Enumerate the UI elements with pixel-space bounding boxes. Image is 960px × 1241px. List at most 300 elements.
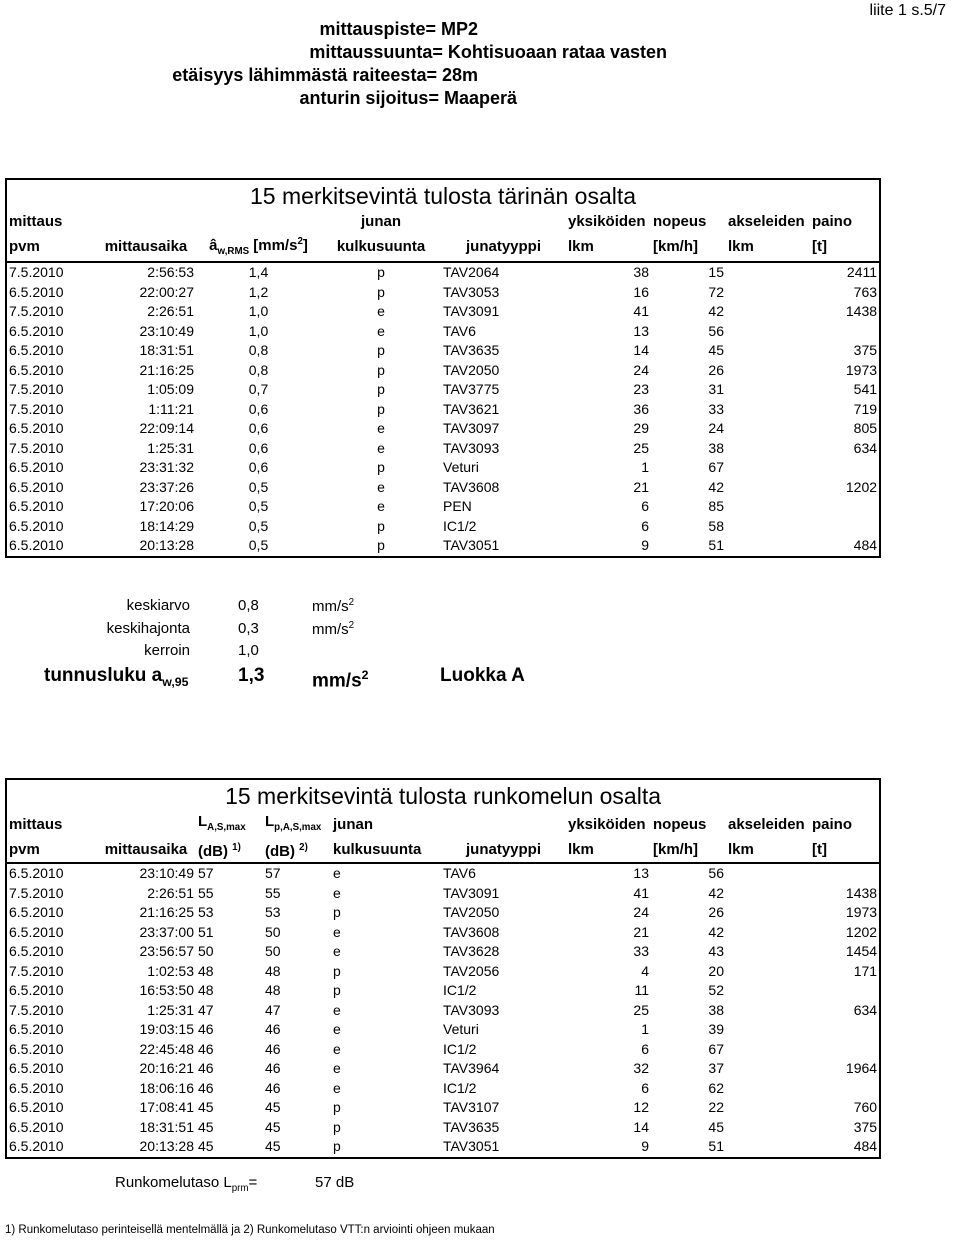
cell-weight (810, 1079, 880, 1099)
cell-speed: 22 (708, 1099, 724, 1115)
col2-junan: junan (333, 816, 373, 833)
stat-key-value: 1,3 (238, 665, 265, 686)
cell-time: 1:25:31 (147, 439, 194, 456)
col-yksikoiden: yksiköiden (568, 213, 646, 230)
cell-speed: 56 (708, 865, 724, 881)
cell-train-type: TAV3621 (443, 400, 500, 417)
cell-date: 6.5.2010 (9, 459, 64, 475)
cell-speed: 42 (708, 303, 724, 319)
cell-lpa-max: 50 (265, 943, 281, 959)
cell-time: 18:31:51 (139, 1118, 194, 1135)
cell-date: 6.5.2010 (9, 517, 64, 534)
cell-la-max: 46 (198, 1021, 214, 1037)
cell-speed: 20 (708, 962, 724, 979)
cell-weight (810, 458, 880, 478)
cell-units: 14 (633, 342, 649, 358)
table-row (6, 361, 880, 381)
cell-aw-rms: 1,0 (248, 303, 269, 319)
cell-la-max: 45 (198, 1138, 214, 1154)
cell-time: 20:13:28 (139, 1138, 194, 1154)
cell-speed: 85 (708, 498, 724, 514)
stat-mean-label: keskiarvo (126, 597, 190, 614)
cell-speed: 38 (708, 1001, 724, 1018)
cell-speed: 37 (708, 1060, 724, 1076)
cell-weight: 2411 (846, 264, 878, 280)
cell-time: 2:56:53 (147, 264, 194, 280)
cell-units: 14 (633, 1118, 649, 1135)
cell-date: 7.5.2010 (9, 439, 64, 456)
col2-db-1: (dB) $^{1)}$ (196, 838, 263, 863)
col-pvm: pvm (6, 232, 96, 263)
cell-date: 7.5.2010 (9, 1001, 64, 1018)
cell-units: 1 (641, 1021, 649, 1037)
cell-direction: p (377, 537, 385, 553)
table-row (6, 302, 880, 322)
table-row (6, 962, 880, 982)
cell-time: 23:31:32 (139, 459, 194, 475)
table-row (6, 1079, 880, 1099)
cell-la-max: 46 (198, 1060, 214, 1076)
table-row (6, 517, 880, 537)
cell-time: 2:26:51 (147, 303, 194, 319)
cell-date: 7.5.2010 (9, 884, 64, 901)
cell-weight: 484 (853, 537, 878, 553)
cell-time: 19:03:15 (139, 1021, 194, 1037)
cell-axles (726, 400, 810, 420)
cell-time: 16:53:50 (139, 982, 194, 998)
cell-weight: 1973 (845, 904, 878, 920)
cell-train-type: TAV3051 (443, 537, 500, 553)
header-track-distance: etäisyys lähimmästä raiteesta= 28m (172, 65, 478, 85)
cell-direction: e (377, 420, 385, 436)
cell-train-type: IC1/2 (443, 517, 477, 534)
cell-direction: e (333, 943, 341, 959)
cell-train-type: TAV3097 (443, 420, 500, 436)
col-kmh: [km/h] (651, 232, 726, 263)
cell-la-max: 51 (198, 923, 214, 940)
cell-la-max: 55 (198, 884, 214, 901)
cell-lpa-max: 46 (265, 1021, 281, 1037)
cell-axles (726, 283, 810, 303)
cell-train-type: Veturi (443, 1021, 479, 1037)
cell-axles (726, 341, 810, 361)
cell-direction: p (377, 381, 385, 397)
cell-direction: e (377, 303, 385, 319)
table-row (6, 923, 880, 943)
cell-axles (726, 1118, 810, 1138)
cell-time: 18:14:29 (139, 517, 194, 534)
stat-std-unit: $mm/s^2$ (312, 620, 355, 638)
col2-pvm: pvm (6, 838, 96, 863)
col-junatyyppi: junatyyppi (441, 232, 566, 263)
cell-speed: 51 (708, 537, 724, 553)
cell-time: 17:20:06 (139, 498, 194, 514)
cell-lpa-max: 48 (265, 982, 281, 998)
cell-time: 2:26:51 (147, 884, 194, 901)
cell-direction: e (333, 884, 341, 901)
cell-weight: 484 (853, 1138, 878, 1154)
cell-direction: p (377, 361, 385, 378)
cell-weight: 375 (853, 342, 878, 358)
cell-units: 6 (641, 1079, 649, 1096)
cell-axles (726, 884, 810, 904)
cell-axles (726, 1020, 810, 1040)
cell-time: 20:13:28 (139, 537, 194, 553)
col-aw-rms: $â_{w,RMS}$ $[mm/s^2]$ (196, 232, 321, 263)
cell-axles (726, 942, 810, 962)
stat-key-label: tunnusluku $a_{w,95}$ (44, 665, 189, 689)
vibration-table-title: 15 merkitsevintä tulosta tärinän osalta (249, 183, 637, 209)
cell-lpa-max: 48 (265, 962, 281, 979)
cell-train-type: TAV3635 (443, 1118, 500, 1135)
cell-date: 6.5.2010 (9, 923, 64, 940)
cell-units: 29 (633, 420, 649, 436)
cell-units: 6 (641, 498, 649, 514)
cell-weight: 1202 (845, 923, 878, 940)
stat-coef-label: kerroin (144, 642, 190, 659)
cell-direction: e (333, 1001, 341, 1018)
cell-la-max: 47 (198, 1001, 214, 1018)
cell-aw-rms: 0,8 (248, 361, 269, 378)
cell-aw-rms: 0,5 (248, 537, 269, 553)
col2-axle-lkm: lkm (726, 838, 810, 863)
col2-mittaus: mittaus (9, 816, 63, 833)
cell-speed: 52 (708, 982, 724, 998)
cell-direction: p (333, 1099, 341, 1115)
table-row (6, 283, 880, 303)
cell-la-max: 45 (198, 1118, 214, 1135)
cell-units: 32 (633, 1060, 649, 1076)
cell-weight: 1454 (845, 943, 878, 959)
cell-lpa-max: 46 (265, 1040, 281, 1057)
col-kulkusuunta: kulkusuunta (321, 232, 441, 263)
cell-units: 25 (633, 1001, 649, 1018)
cell-lpa-max: 57 (265, 865, 281, 881)
cell-speed: 42 (708, 884, 724, 901)
cell-direction: e (377, 322, 385, 339)
col-akseleiden: akseleiden (728, 213, 805, 230)
col2-db-2: (dB) $^{2)}$ (263, 838, 331, 863)
cell-units: 9 (641, 537, 649, 553)
cell-date: 6.5.2010 (9, 943, 64, 959)
cell-train-type: Veturi (443, 459, 479, 475)
col-nopeus: nopeus (653, 213, 707, 230)
cell-axles (726, 863, 810, 884)
cell-aw-rms: 0,8 (248, 342, 269, 358)
cell-weight: 760 (853, 1099, 878, 1115)
cell-train-type: TAV3608 (443, 923, 500, 940)
cell-direction: e (333, 865, 341, 881)
cell-weight: 634 (853, 1001, 878, 1018)
cell-time: 20:16:21 (139, 1060, 194, 1076)
cell-units: 4 (641, 962, 649, 979)
col2-lpa-max: $L_{p,A,S,max}$ (265, 813, 322, 833)
cell-train-type: TAV2050 (443, 361, 500, 378)
cell-direction: e (377, 478, 385, 495)
stat-class: Luokka A (440, 665, 525, 686)
cell-direction: p (333, 1138, 341, 1154)
page-label: liite 1 s.5/7 (869, 2, 946, 19)
cell-aw-rms: 0,5 (248, 478, 269, 495)
cell-direction: e (333, 1021, 341, 1037)
cell-axles (726, 1040, 810, 1060)
table-row (6, 1098, 880, 1118)
cell-units: 1 (641, 459, 649, 475)
cell-axles (726, 536, 810, 557)
cell-speed: 26 (708, 361, 724, 378)
cell-train-type: TAV3608 (443, 478, 500, 495)
stat-mean-value: 0,8 (238, 597, 259, 614)
cell-speed: 42 (708, 923, 724, 940)
table-row (6, 884, 880, 904)
cell-units: 33 (633, 943, 649, 959)
cell-date: 7.5.2010 (9, 962, 64, 979)
cell-date: 7.5.2010 (9, 303, 64, 319)
cell-lpa-max: 46 (265, 1060, 281, 1076)
cell-date: 6.5.2010 (9, 1040, 64, 1057)
stat-mean-unit: $mm/s^2$ (312, 597, 355, 615)
cell-speed: 51 (708, 1138, 724, 1154)
col2-mittausaika: mittausaika (96, 838, 196, 863)
table-row (6, 400, 880, 420)
cell-date: 6.5.2010 (9, 1099, 64, 1115)
cell-lpa-max: 46 (265, 1079, 281, 1096)
runkomelu-value: 57 dB (315, 1174, 355, 1191)
cell-axles (726, 478, 810, 498)
col2-akseleiden: akseleiden (728, 816, 805, 833)
footnote: 1) Runkomelutaso perinteisellä mentelmällä ja 2) Runkomelutaso VTT:n arviointi ohjeen mukaan (5, 1224, 495, 1236)
table-row (6, 903, 880, 923)
col2-yksikoiden: yksiköiden (568, 816, 646, 833)
cell-train-type: TAV3628 (443, 943, 500, 959)
cell-weight: 763 (853, 283, 878, 300)
cell-weight: 1973 (845, 361, 878, 378)
cell-speed: 24 (708, 420, 724, 436)
cell-speed: 45 (708, 342, 724, 358)
cell-time: 1:02:53 (147, 962, 194, 979)
cell-weight (810, 981, 880, 1001)
cell-train-type: TAV3107 (443, 1099, 500, 1115)
cell-units: 38 (633, 264, 649, 280)
cell-date: 6.5.2010 (9, 1138, 64, 1154)
cell-la-max: 53 (198, 904, 214, 920)
cell-units: 11 (634, 982, 649, 998)
cell-date: 6.5.2010 (9, 478, 64, 495)
cell-la-max: 46 (198, 1079, 214, 1096)
cell-direction: p (333, 962, 341, 979)
cell-time: 22:45:48 (139, 1040, 194, 1057)
cell-speed: 39 (708, 1021, 724, 1037)
header-measurement-direction: mittaussuunta= Kohtisuoaan rataa vasten (309, 42, 667, 62)
cell-units: 13 (633, 322, 649, 339)
cell-aw-rms: 0,6 (248, 420, 269, 436)
cell-la-max: 45 (198, 1099, 214, 1115)
cell-speed: 67 (708, 1040, 724, 1057)
table-row (6, 1040, 880, 1060)
cell-weight (810, 863, 880, 884)
cell-weight (810, 497, 880, 517)
cell-speed: 31 (708, 381, 724, 397)
table-row (6, 262, 880, 283)
table-row (6, 478, 880, 498)
stat-std-label: keskihajonta (106, 620, 190, 637)
cell-weight: 1964 (845, 1060, 878, 1076)
cell-axles (726, 497, 810, 517)
col2-lkm: lkm (566, 838, 651, 863)
table-row (6, 341, 880, 361)
cell-train-type: TAV3091 (443, 303, 500, 319)
cell-la-max: 57 (198, 865, 214, 881)
cell-weight (810, 517, 880, 537)
cell-axles (726, 439, 810, 459)
stat-coef-value: 1,0 (238, 642, 259, 659)
cell-weight: 634 (853, 439, 878, 456)
cell-date: 6.5.2010 (9, 1060, 64, 1076)
table-row (6, 458, 880, 478)
cell-axles (726, 361, 810, 381)
cell-time: 17:08:41 (139, 1099, 194, 1115)
cell-time: 22:00:27 (139, 283, 194, 300)
cell-la-max: 50 (198, 943, 214, 959)
table-row (6, 1118, 880, 1138)
col-mittaus: mittaus (9, 213, 63, 230)
cell-date: 6.5.2010 (9, 498, 64, 514)
col-mittausaika: mittausaika (96, 232, 196, 263)
cell-date: 6.5.2010 (9, 1118, 64, 1135)
cell-train-type: TAV3053 (443, 283, 500, 300)
cell-axles (726, 1079, 810, 1099)
cell-direction: p (377, 283, 385, 300)
cell-time: 22:09:14 (139, 420, 194, 436)
col2-t: [t] (810, 838, 880, 863)
cell-units: 6 (641, 1040, 649, 1057)
cell-aw-rms: 0,6 (248, 439, 269, 456)
cell-weight (810, 322, 880, 342)
cell-date: 6.5.2010 (9, 283, 64, 300)
cell-axles (726, 1137, 810, 1158)
cell-time: 23:56:57 (139, 943, 194, 959)
cell-train-type: TAV2064 (443, 264, 500, 280)
cell-time: 23:10:49 (139, 865, 194, 881)
cell-speed: 67 (708, 459, 724, 475)
cell-direction: e (333, 1040, 341, 1057)
cell-weight (810, 1020, 880, 1040)
table-row (6, 536, 880, 557)
cell-weight: 805 (853, 420, 878, 436)
cell-units: 21 (633, 923, 649, 940)
cell-date: 6.5.2010 (9, 904, 64, 920)
cell-axles (726, 517, 810, 537)
col-paino: paino (812, 213, 852, 230)
header-measurement-point: mittauspiste= MP2 (319, 19, 478, 39)
cell-speed: 33 (708, 400, 724, 417)
cell-lpa-max: 47 (265, 1001, 281, 1018)
cell-time: 21:16:25 (139, 361, 194, 378)
cell-axles (726, 923, 810, 943)
cell-time: 1:05:09 (147, 381, 194, 397)
cell-units: 16 (633, 283, 649, 300)
cell-lpa-max: 45 (265, 1118, 281, 1135)
cell-direction: p (377, 400, 385, 417)
cell-aw-rms: 1,0 (248, 322, 269, 339)
col2-paino: paino (812, 816, 852, 833)
table-row (6, 497, 880, 517)
cell-train-type: TAV3964 (443, 1060, 500, 1076)
cell-train-type: TAV2056 (443, 962, 500, 979)
cell-speed: 43 (708, 943, 724, 959)
cell-speed: 72 (708, 283, 724, 300)
cell-aw-rms: 0,6 (248, 459, 269, 475)
cell-aw-rms: 0,7 (248, 381, 269, 397)
cell-date: 6.5.2010 (9, 342, 64, 358)
cell-units: 21 (633, 478, 649, 495)
col-lkm: lkm (566, 232, 651, 263)
cell-lpa-max: 50 (265, 923, 281, 940)
cell-axles (726, 903, 810, 923)
cell-time: 23:10:49 (139, 322, 194, 339)
table-row (6, 439, 880, 459)
cell-direction: e (377, 498, 385, 514)
cell-train-type: TAV2050 (443, 904, 500, 920)
stat-std-value: 0,3 (238, 620, 259, 637)
cell-date: 6.5.2010 (9, 322, 64, 339)
cell-units: 36 (633, 400, 649, 417)
cell-direction: p (377, 517, 385, 534)
cell-units: 12 (633, 1099, 649, 1115)
cell-train-type: IC1/2 (443, 982, 477, 998)
noise-table-title: 15 merkitsevintä tulosta runkomelun osalta (225, 783, 662, 809)
cell-units: 23 (633, 381, 649, 397)
cell-direction: p (333, 1118, 341, 1135)
cell-axles (726, 981, 810, 1001)
cell-time: 23:37:00 (139, 923, 194, 940)
table-row (6, 942, 880, 962)
cell-speed: 26 (708, 904, 724, 920)
cell-direction: p (377, 459, 385, 475)
cell-train-type: TAV3775 (443, 381, 500, 397)
stat-key-unit: $mm/s^2$ (312, 668, 369, 692)
cell-date: 7.5.2010 (9, 400, 64, 417)
cell-train-type: TAV6 (443, 322, 476, 339)
table-row (6, 981, 880, 1001)
cell-train-type: TAV6 (443, 865, 476, 881)
table-row (6, 419, 880, 439)
cell-speed: 62 (708, 1079, 724, 1096)
runkomelu-label: Runkomelutaso $L_{prm}=$ (115, 1174, 258, 1194)
cell-train-type: IC1/2 (443, 1040, 477, 1057)
col-t: [t] (810, 232, 880, 263)
cell-train-type: TAV3093 (443, 439, 500, 456)
cell-aw-rms: 1,2 (248, 283, 269, 300)
cell-lpa-max: 53 (265, 904, 281, 920)
cell-direction: e (377, 439, 385, 456)
col2-la-max: $L_{A,S,max}$ (198, 813, 246, 833)
cell-units: 41 (633, 884, 649, 901)
cell-units: 9 (641, 1138, 649, 1154)
cell-weight: 375 (853, 1118, 878, 1135)
cell-weight: 171 (853, 962, 878, 979)
cell-time: 21:16:25 (139, 904, 194, 920)
cell-aw-rms: 0,6 (248, 400, 269, 417)
cell-speed: 45 (708, 1118, 724, 1135)
cell-axles (726, 380, 810, 400)
cell-weight: 1438 (845, 884, 878, 901)
cell-la-max: 48 (198, 962, 214, 979)
cell-units: 24 (633, 904, 649, 920)
col-junan: junan (361, 213, 401, 230)
cell-axles (726, 322, 810, 342)
cell-date: 6.5.2010 (9, 1021, 64, 1037)
